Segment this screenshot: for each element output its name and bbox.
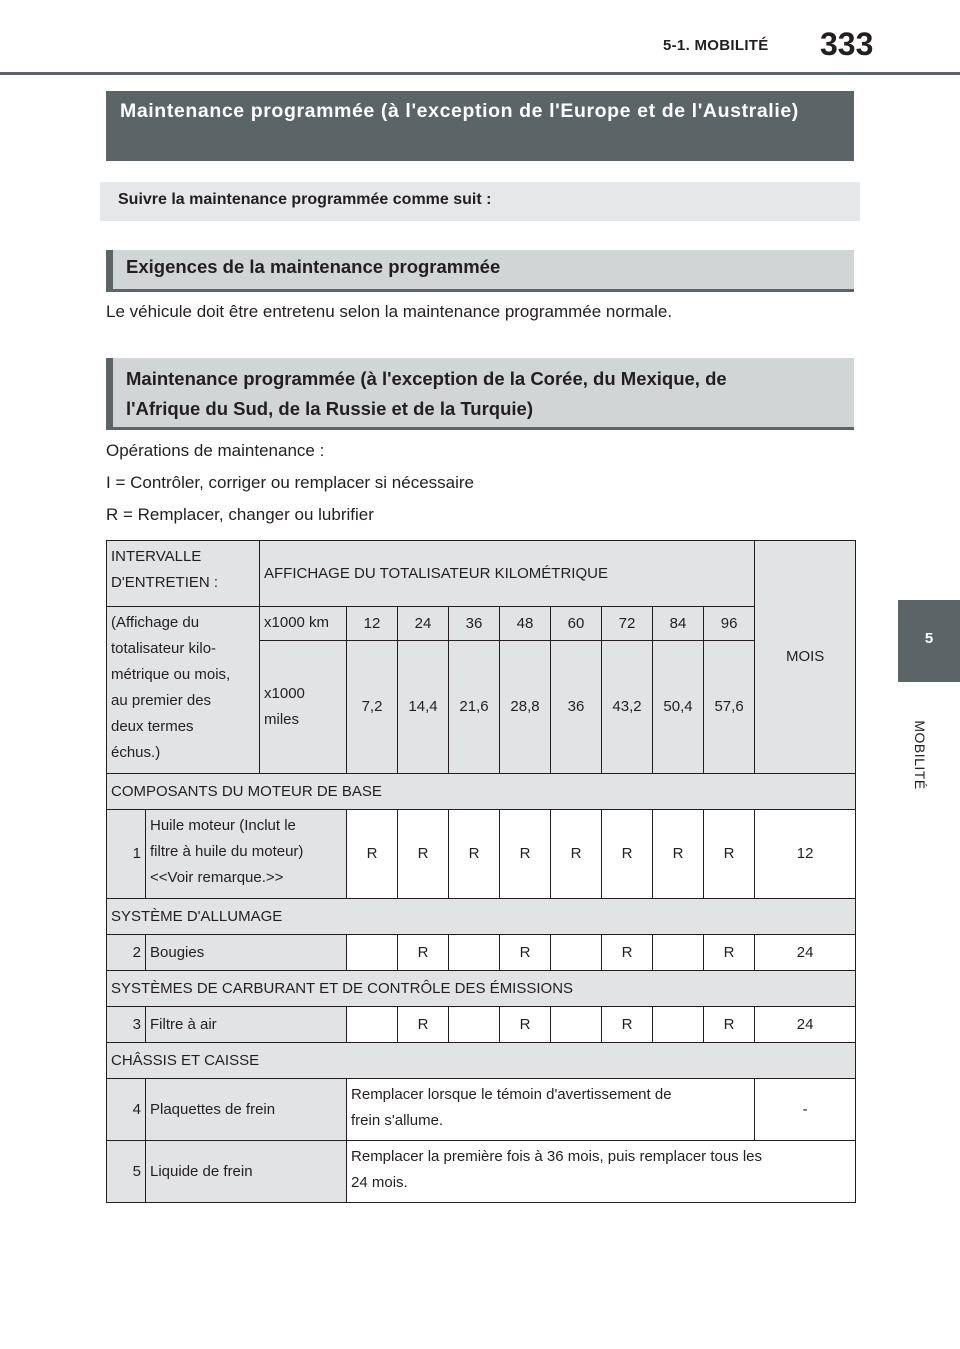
item-name-cell: [146, 810, 347, 899]
section-row-ignition: SYSTÈME D'ALLUMAGE: [107, 899, 856, 935]
schedule-cell: R: [347, 810, 398, 899]
schedule-cell: [551, 1007, 602, 1043]
km-value: 84: [653, 607, 704, 641]
schedule-cell: R: [602, 810, 653, 899]
odometer-note-cell: [107, 607, 260, 774]
interval-label-line-2: D'ENTRETIEN :: [111, 574, 219, 591]
operations-legend-i: I = Contrôler, corriger ou remplacer si nécessaire: [106, 473, 475, 492]
item-number: 1: [107, 810, 146, 899]
interval-label-cell: [107, 541, 260, 607]
km-value: 36: [449, 607, 500, 641]
months-cell: 12: [755, 810, 856, 899]
page-number: 333: [820, 26, 874, 62]
odometer-note-line: au premier des: [111, 692, 212, 709]
section-banner-title: Maintenance programmée (à l'exception de l'Europe et de l'Australie): [106, 91, 854, 161]
schedule-cell: [653, 1007, 704, 1043]
maintenance-schedule-table: [106, 540, 856, 1203]
operations-title: Opérations de maintenance :: [106, 441, 325, 460]
miles-value: 50,4: [653, 641, 704, 774]
miles-value: 28,8: [500, 641, 551, 774]
item-name-line: Huile moteur (Inclut le: [150, 817, 296, 834]
section-row-engine: COMPOSANTS DU MOTEUR DE BASE: [107, 774, 856, 810]
schedule-cell: R: [500, 810, 551, 899]
item-name: Filtre à air: [146, 1007, 347, 1043]
item-number: 5: [107, 1141, 146, 1203]
miles-value: 57,6: [704, 641, 755, 774]
item-note-line: Remplacer lorsque le témoin d'avertissement de: [351, 1086, 672, 1103]
operations-legend-r: R = Remplacer, changer ou lubrifier: [106, 505, 374, 524]
schedule-cell: R: [551, 810, 602, 899]
miles-value: 43,2: [602, 641, 653, 774]
item-name-line: <<Voir remarque.>>: [150, 869, 284, 886]
odometer-note-line: métrique ou mois,: [111, 666, 231, 683]
schedule-cell: [347, 935, 398, 971]
schedule-cell: R: [398, 935, 449, 971]
schedule-cell: [449, 935, 500, 971]
odometer-note-line: (Affichage du: [111, 614, 200, 631]
schedule-cell: R: [398, 1007, 449, 1043]
header-divider: [0, 72, 960, 75]
schedule-cell: [653, 935, 704, 971]
subheading-schedule-line-2: l'Afrique du Sud, de la Russie et de la Turquie): [126, 398, 533, 419]
item-name: Plaquettes de frein: [146, 1079, 347, 1141]
odometer-note-line: totalisateur kilo-: [111, 640, 217, 657]
months-cell: 24: [755, 935, 856, 971]
km-value: 24: [398, 607, 449, 641]
miles-value: 14,4: [398, 641, 449, 774]
miles-value: 21,6: [449, 641, 500, 774]
miles-value: 36: [551, 641, 602, 774]
odometer-note-line: échus.): [111, 744, 161, 761]
schedule-cell: [551, 935, 602, 971]
paragraph-requirements: Le véhicule doit être entretenu selon la maintenance programmée normale.: [106, 302, 673, 321]
schedule-cell: R: [704, 1007, 755, 1043]
schedule-cell: R: [704, 810, 755, 899]
schedule-cell: R: [602, 1007, 653, 1043]
odometer-note-line: deux termes: [111, 718, 194, 735]
chapter-tab-label: [898, 700, 942, 810]
item-name-line: filtre à huile du moteur): [150, 843, 304, 860]
miles-value: 7,2: [347, 641, 398, 774]
miles-unit-line-1: x1000: [264, 685, 305, 702]
section-row-fuel: SYSTÈMES DE CARBURANT ET DE CONTRÔLE DES ÉMISSIONS: [107, 971, 856, 1007]
miles-unit-cell: [260, 641, 347, 774]
section-header: 5-1. MOBILITÉ: [663, 37, 769, 54]
months-header: MOIS: [755, 541, 856, 774]
item-number: 3: [107, 1007, 146, 1043]
km-value: 48: [500, 607, 551, 641]
item-name: Liquide de frein: [146, 1141, 347, 1203]
schedule-cell: R: [500, 935, 551, 971]
schedule-cell: R: [398, 810, 449, 899]
chapter-tab-label-text: MOBILITÉ: [912, 720, 928, 790]
item-note-cell: [347, 1079, 755, 1141]
km-value: 60: [551, 607, 602, 641]
schedule-cell: R: [500, 1007, 551, 1043]
interval-label-line-1: INTERVALLE: [111, 548, 202, 565]
intro-bar: Suivre la maintenance programmée comme suit :: [100, 182, 860, 221]
schedule-cell: [449, 1007, 500, 1043]
subheading-requirements: Exigences de la maintenance programmée: [106, 250, 854, 292]
item-number: 2: [107, 935, 146, 971]
months-cell: 24: [755, 1007, 856, 1043]
km-unit: x1000 km: [260, 607, 347, 641]
km-value: 12: [347, 607, 398, 641]
km-value: 72: [602, 607, 653, 641]
months-cell: -: [755, 1079, 856, 1141]
subheading-schedule-line-1: Maintenance programmée (à l'exception de la Corée, du Mexique, de: [126, 368, 727, 389]
subheading-schedule: [106, 358, 854, 430]
schedule-cell: R: [704, 935, 755, 971]
item-number: 4: [107, 1079, 146, 1141]
schedule-cell: [347, 1007, 398, 1043]
item-note-line: 24 mois.: [351, 1174, 408, 1191]
item-note-line: Remplacer la première fois à 36 mois, puis remplacer tous les: [351, 1148, 763, 1165]
section-row-chassis: CHÂSSIS ET CAISSE: [107, 1043, 856, 1079]
schedule-cell: R: [653, 810, 704, 899]
km-value: 96: [704, 607, 755, 641]
item-note-cell: [347, 1141, 856, 1203]
item-note-line: frein s'allume.: [351, 1112, 444, 1129]
chapter-tab: 5: [898, 600, 960, 682]
item-name: Bougies: [146, 935, 347, 971]
miles-unit-line-2: miles: [264, 711, 300, 728]
odometer-header: AFFICHAGE DU TOTALISATEUR KILOMÉTRIQUE: [260, 541, 755, 607]
schedule-cell: R: [449, 810, 500, 899]
schedule-cell: R: [602, 935, 653, 971]
